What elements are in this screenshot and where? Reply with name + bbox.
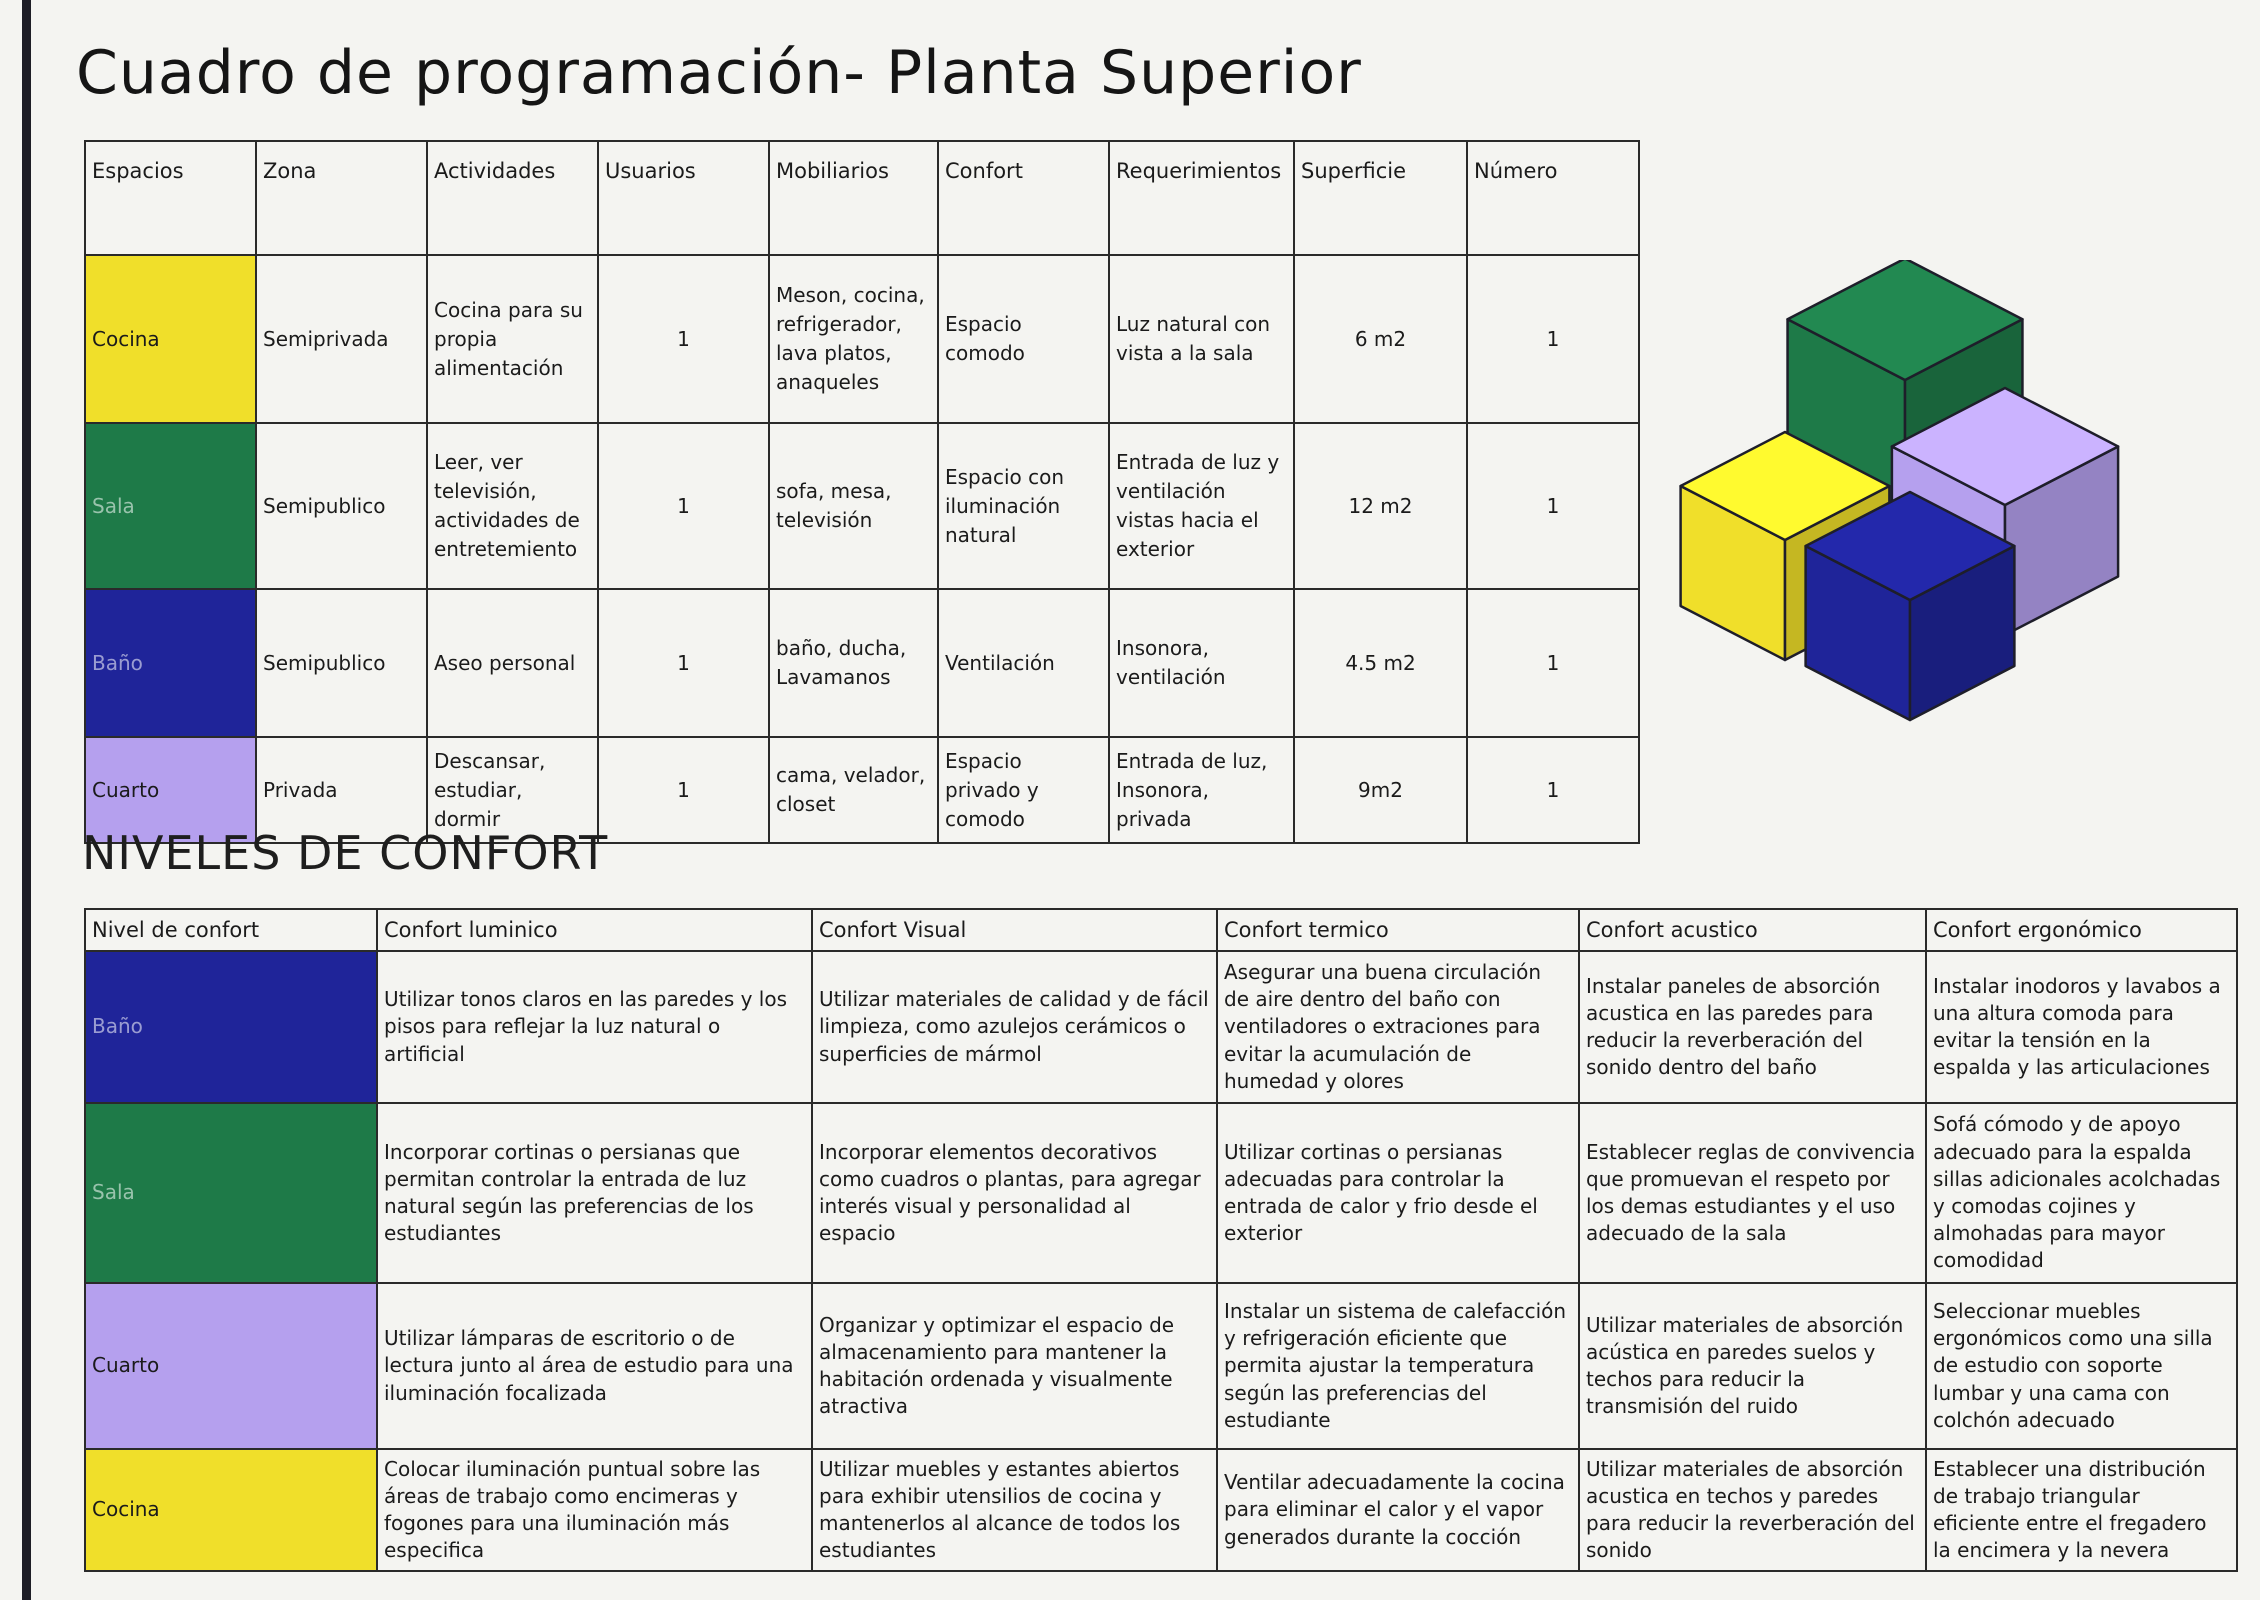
confort-cell: Espacio con iluminación natural	[938, 423, 1109, 589]
acustico-cell: Instalar paneles de absorción acustica en las paredes para reducir la reverberación del sonido dentro del baño	[1579, 951, 1926, 1103]
acustico-cell: Establecer reglas de convivencia que promuevan el respeto por los demas estudiantes y el uso adecuado de la sala	[1579, 1103, 1926, 1283]
nivel-cell: Sala	[85, 1103, 377, 1283]
confort-cell: Espacio comodo	[938, 255, 1109, 423]
header-visual: Confort Visual	[812, 909, 1217, 951]
programming-header-row	[85, 141, 1639, 255]
isometric-cubes-illustration	[1660, 260, 2170, 740]
visual-cell: Organizar y optimizar el espacio de almacenamiento para mantener la habitación ordenada y visualmente atractiva	[812, 1283, 1217, 1449]
actividades-cell: Aseo personal	[427, 589, 598, 737]
requerimientos-cell: Entrada de luz y ventilación vistas hacia el exterior	[1109, 423, 1294, 589]
visual-cell: Utilizar muebles y estantes abiertos para exhibir utensilios de cocina y mantenerlos al alcance de todos los estudiantes	[812, 1449, 1217, 1571]
header-confort: Confort	[938, 141, 1109, 255]
programming-table	[84, 140, 1640, 844]
zona-cell: Privada	[256, 737, 427, 843]
table-row	[85, 1283, 2237, 1449]
termico-cell: Utilizar cortinas o persianas adecuadas para controlar la entrada de calor y frio desde el exterior	[1217, 1103, 1579, 1283]
numero-cell: 1	[1467, 423, 1639, 589]
confort-cell: Espacio privado y comodo	[938, 737, 1109, 843]
luminico-cell: Utilizar lámparas de escritorio o de lectura junto al área de estudio para una iluminación focalizada	[377, 1283, 812, 1449]
header-usuarios: Usuarios	[598, 141, 769, 255]
space-cell: Sala	[85, 423, 256, 589]
ergonomico-cell: Seleccionar muebles ergonómicos como una silla de estudio con soporte lumbar y una cama con colchón adecuado	[1926, 1283, 2237, 1449]
nivel-cell: Cocina	[85, 1449, 377, 1571]
usuarios-cell: 1	[598, 737, 769, 843]
usuarios-cell: 1	[598, 589, 769, 737]
page-edge-line	[22, 0, 31, 1600]
section-title-niveles: NIVELES DE CONFORT	[82, 826, 609, 880]
header-nivel: Nivel de confort	[85, 909, 377, 951]
table-row	[85, 255, 1639, 423]
requerimientos-cell: Insonora, ventilación	[1109, 589, 1294, 737]
numero-cell: 1	[1467, 589, 1639, 737]
ergonomico-cell: Establecer una distribución de trabajo triangular eficiente entre el fregadero la encimera y la nevera	[1926, 1449, 2237, 1571]
superficie-cell: 6 m2	[1294, 255, 1467, 423]
actividades-cell: Descansar, estudiar, dormir	[427, 737, 598, 843]
zona-cell: Semipublico	[256, 589, 427, 737]
header-termico: Confort termico	[1217, 909, 1579, 951]
superficie-cell: 4.5 m2	[1294, 589, 1467, 737]
luminico-cell: Utilizar tonos claros en las paredes y los pisos para reflejar la luz natural o artificial	[377, 951, 812, 1103]
mobiliarios-cell: Meson, cocina, refrigerador, lava platos, anaqueles	[769, 255, 938, 423]
numero-cell: 1	[1467, 255, 1639, 423]
header-zona: Zona	[256, 141, 427, 255]
header-actividades: Actividades	[427, 141, 598, 255]
mobiliarios-cell: sofa, mesa, televisión	[769, 423, 938, 589]
acustico-cell: Utilizar materiales de absorción acustica en techos y paredes para reducir la reverberación del sonido	[1579, 1449, 1926, 1571]
superficie-cell: 12 m2	[1294, 423, 1467, 589]
space-cell: Baño	[85, 589, 256, 737]
header-numero: Número	[1467, 141, 1639, 255]
nivel-cell: Baño	[85, 951, 377, 1103]
usuarios-cell: 1	[598, 423, 769, 589]
requerimientos-cell: Entrada de luz, Insonora, privada	[1109, 737, 1294, 843]
space-cell: Cuarto	[85, 737, 256, 843]
table-row	[85, 1103, 2237, 1283]
comfort-levels-table	[84, 908, 2238, 1572]
visual-cell: Utilizar materiales de calidad y de fácil limpieza, como azulejos cerámicos o superficies de mármol	[812, 951, 1217, 1103]
zona-cell: Semiprivada	[256, 255, 427, 423]
header-luminico: Confort luminico	[377, 909, 812, 951]
termico-cell: Instalar un sistema de calefacción y refrigeración eficiente que permita ajustar la temperatura según las preferencias del estudiante	[1217, 1283, 1579, 1449]
luminico-cell: Colocar iluminación puntual sobre las áreas de trabajo como encimeras y fogones para una iluminación más especifica	[377, 1449, 812, 1571]
confort-cell: Ventilación	[938, 589, 1109, 737]
usuarios-cell: 1	[598, 255, 769, 423]
table-row	[85, 951, 2237, 1103]
page-title: Cuadro de programación- Planta Superior	[76, 38, 1362, 108]
acustico-cell: Utilizar materiales de absorción acústica en paredes suelos y techos para reducir la transmisión del ruido	[1579, 1283, 1926, 1449]
numero-cell: 1	[1467, 737, 1639, 843]
mobiliarios-cell: baño, ducha, Lavamanos	[769, 589, 938, 737]
header-ergonomico: Confort ergonómico	[1926, 909, 2237, 951]
table-row	[85, 589, 1639, 737]
actividades-cell: Cocina para su propia alimentación	[427, 255, 598, 423]
superficie-cell: 9m2	[1294, 737, 1467, 843]
comfort-header-row	[85, 909, 2237, 951]
header-espacios: Espacios	[85, 141, 256, 255]
header-requerimientos: Requerimientos	[1109, 141, 1294, 255]
ergonomico-cell: Sofá cómodo y de apoyo adecuado para la espalda sillas adicionales acolchadas y comodas cojines y almohadas para mayor comodidad	[1926, 1103, 2237, 1283]
termico-cell: Ventilar adecuadamente la cocina para eliminar el calor y el vapor generados durante la cocción	[1217, 1449, 1579, 1571]
header-mobiliarios: Mobiliarios	[769, 141, 938, 255]
ergonomico-cell: Instalar inodoros y lavabos a una altura comoda para evitar la tensión en la espalda y las articulaciones	[1926, 951, 2237, 1103]
nivel-cell: Cuarto	[85, 1283, 377, 1449]
space-cell: Cocina	[85, 255, 256, 423]
table-row	[85, 1449, 2237, 1571]
termico-cell: Asegurar una buena circulación de aire dentro del baño con ventiladores o extraciones para evitar la acumulación de humedad y olores	[1217, 951, 1579, 1103]
header-acustico: Confort acustico	[1579, 909, 1926, 951]
mobiliarios-cell: cama, velador, closet	[769, 737, 938, 843]
luminico-cell: Incorporar cortinas o persianas que permitan controlar la entrada de luz natural según las preferencias de los estudiantes	[377, 1103, 812, 1283]
zona-cell: Semipublico	[256, 423, 427, 589]
header-superficie: Superficie	[1294, 141, 1467, 255]
table-row	[85, 423, 1639, 589]
requerimientos-cell: Luz natural con vista a la sala	[1109, 255, 1294, 423]
actividades-cell: Leer, ver televisión, actividades de entretemiento	[427, 423, 598, 589]
visual-cell: Incorporar elementos decorativos como cuadros o plantas, para agregar interés visual y personalidad al espacio	[812, 1103, 1217, 1283]
